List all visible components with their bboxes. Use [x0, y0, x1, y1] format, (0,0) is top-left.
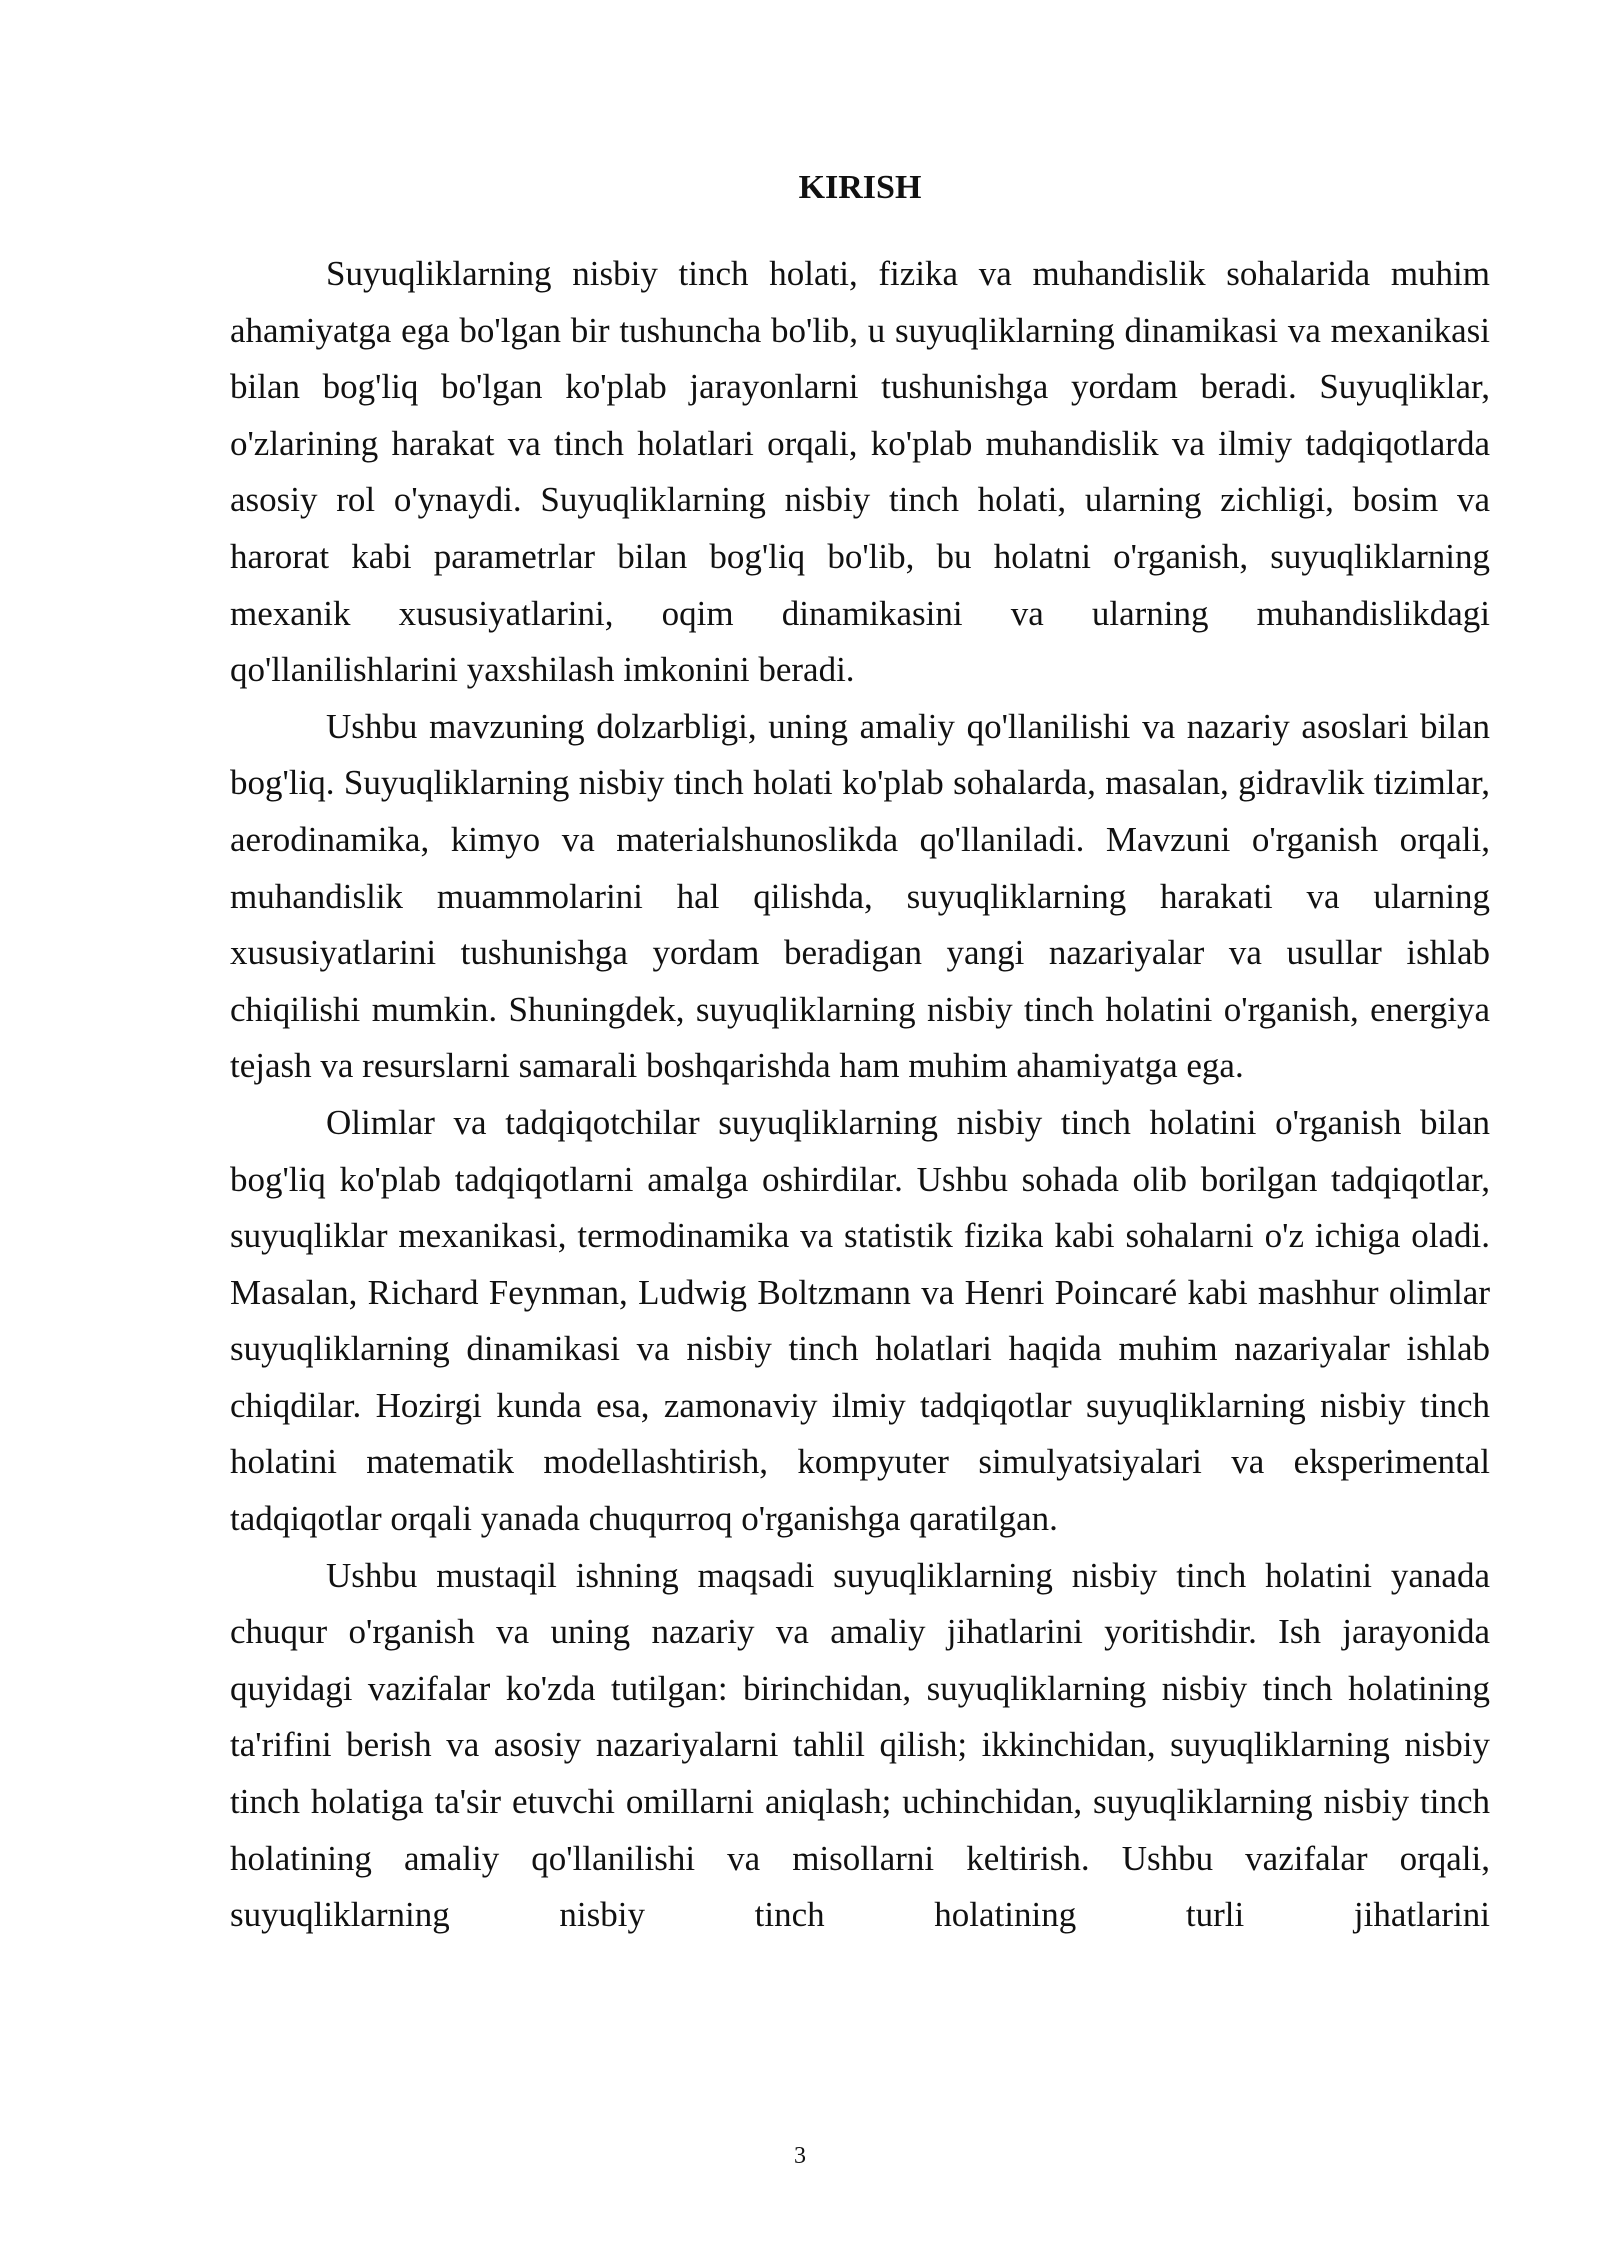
paragraph-aim: Ushbu mustaqil ishning maqsadi suyuqliklarning nisbiy tinch holatini yanada chuqur o'rganish va uning nazariy va amaliy jihatlarini yoritishdir. Ish jarayonida quyidagi vazifalar ko'zda tutilgan: birinchidan, suyuqliklarning nisbiy tinch holatining ta'rifini berish va asosiy nazariyalarni tahlil qilish; ikkinchidan, suyuqliklarning nisbiy tinch holatiga ta'sir etuvchi omillarni aniqlash; uchinchidan, suyuqliklarning nisbiy tinch holatining amaliy qo'llanilishi va misollarni keltirish. Ushbu vazifalar orqali, suyuqliklarning nisbiy tinch holatining turli jihatlarini	[230, 1555, 1490, 1935]
body-text	[230, 246, 1490, 1944]
paragraph-intro: Suyuqliklarning nisbiy tinch holati, fizika va muhandislik sohalarida muhim ahamiyatga ega bo'lgan bir tushuncha bo'lib, u suyuqliklarning dinamikasi va mexanikasi bilan bog'liq bo'lgan ko'plab jarayonlarni tushunishga yordam beradi. Suyuqliklar, o'zlarining harakat va tinch holatlari orqali, ko'plab muhandislik va ilmiy tadqiqotlarda asosiy rol o'ynaydi. Suyuqliklarning nisbiy tinch holati, ularning zichligi, bosim va harorat kabi parametrlar bilan bog'liq bo'lib, bu holatni o'rganish, suyuqliklarning mexanik xususiyatlarini, oqim dinamikasini va ularning muhandislikdagi qo'llanilishlarini yaxshilash imkonini beradi.	[230, 254, 1490, 690]
section-title: KIRISH	[798, 169, 922, 206]
paragraph-relevance: Ushbu mavzuning dolzarbligi, uning amaliy qo'llanilishi va nazariy asoslari bilan bog'liq. Suyuqliklarning nisbiy tinch holati ko'plab sohalarda, masalan, gidravlik tizimlar, aerodinamika, kimyo va materialshunoslikda qo'llaniladi. Mavzuni o'rganish orqali, muhandislik muammolarini hal qilishda, suyuqliklarning harakati va ularning xususiyatlarini tushunishga yordam beradigan yangi nazariyalar va usullar ishlab chiqilishi mumkin. Shuningdek, suyuqliklarning nisbiy tinch holatini o'rganish, energiya tejash va resurslarni samarali boshqarishda ham muhim ahamiyatga ega.	[230, 706, 1490, 1086]
paragraph-research: Olimlar va tadqiqotchilar suyuqliklarning nisbiy tinch holatini o'rganish bilan bog'liq ko'plab tadqiqotlarni amalga oshirdilar. Ushbu sohada olib borilgan tadqiqotlar, suyuqliklar mexanikasi, termodinamika va statistik fizika kabi sohalarni o'z ichiga oladi. Masalan, Richard Feynman, Ludwig Boltzmann va Henri Poincaré kabi mashhur olimlar suyuqliklarning dinamikasi va nisbiy tinch holatlari haqida muhim nazariyalar ishlab chiqdilar. Hozirgi kunda esa, zamonaviy ilmiy tadqiqotlar suyuqliklarning nisbiy tinch holatini matematik modellashtirish, kompyuter simulyatsiyalari va eksperimental tadqiqotlar orqali yanada chuqurroq o'rganishga qaratilgan.	[230, 1102, 1490, 1539]
page-number: 3	[794, 2143, 806, 2169]
